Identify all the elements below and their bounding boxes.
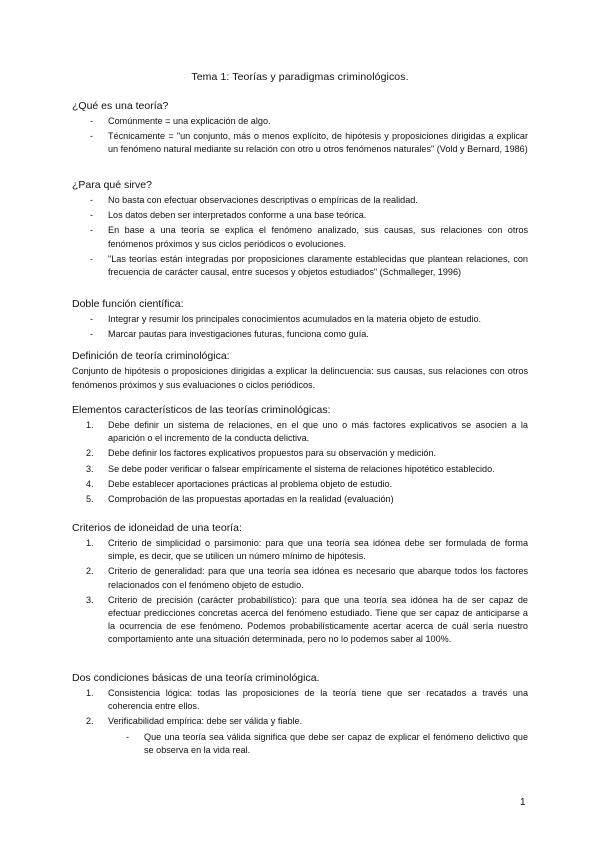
list-item: - Integrar y resumir los principales conocimientos acumulados en la materia objeto de estudio. [72,313,528,326]
list-item: 1. Criterio de simplicidad o parsimonio: para que una teoría sea idónea debe ser formulada de forma simple, es decir, que se utilicen un número mínimo de hipótesis. [86,538,528,562]
list-item: - Que una teoría sea válida significa que debe ser capaz de explicar el fenómeno delictivo que se observa en la vida real. [126,731,528,755]
dash-marker: - [90,253,94,264]
bullet-list [72,313,528,341]
section-elementos [72,403,528,508]
section-definicion [72,349,528,392]
number-marker: 1. [86,688,94,698]
bullet-list [72,194,528,279]
section-heading: ¿Para qué sirve? [72,179,152,191]
list-item: 3. Se debe poder verificar o falsear empíricamente el sistema de relaciones hipotético establecido. [72,463,528,476]
dash-marker: - [90,195,94,205]
list-item: - Marcar pautas para investigaciones futuras, funciona como guía. [72,328,528,341]
section-condiciones [72,671,528,759]
list-item: 1. Consistencia lógica: todas las proposiciones de la teoría tiene que ser recatados a través una coherencia entre ellos. [86,688,528,712]
definition-paragraph: Conjunto de hipótesis o proposiciones dirigidas a explicar la delincuencia: sus causas, sus relaciones con otros fenómenos próximos y sus evaluaciones o ciclos periódicos. [72,366,528,390]
dash-marker: - [90,116,94,126]
section-heading: Criterios de idoneidad de una teoría: [72,522,242,534]
list-item: - Los datos deben ser interpretados conforme a una base teórica. [72,209,528,222]
dash-marker: - [126,731,130,742]
section-que-es-teoria [72,99,528,159]
dash-marker: - [90,131,94,142]
number-marker: 1. [86,538,94,548]
list-item: 5. Comprobación de las propuestas aportadas en la realidad (evaluación) [72,493,528,506]
sub-bullet-list [72,731,528,757]
number-marker: 5. [86,494,94,505]
section-para-que-sirve [72,178,528,281]
bullet-list [72,115,528,157]
dash-marker: - [90,210,94,221]
number-marker: 3. [86,594,94,605]
dash-marker: - [90,314,94,324]
numbered-list [72,537,528,647]
list-item: - No basta con efectuar observaciones descriptivas o empíricas de la realidad. [72,194,528,207]
list-item: 2. Verificabilidad empírica: debe ser válida y fiable. [72,715,528,728]
list-item: - En base a una teoría se explica el fenómeno analizado, sus causas, sus relaciones con otros fenómenos próximos y sus ciclos periódicos o evoluciones. [90,225,528,249]
section-heading: Definición de teoría criminológica: [72,350,230,362]
section-doble-funcion [72,297,528,343]
section-heading: ¿Qué es una teoría? [72,100,169,112]
page-number: 1 [520,797,526,808]
document-title: Tema 1: Teorías y paradigmas criminológicos. [191,71,409,83]
list-item: 2. Criterio de generalidad: para que una teoría sea idónea es necesario que abarque todos los factores relacionados con el fenómeno objeto de estudio. [86,566,528,590]
section-heading: Dos condiciones básicas de una teoría criminológica. [72,672,320,684]
number-marker: 1. [86,420,94,430]
number-marker: 2. [86,716,94,727]
dash-marker: - [90,329,94,340]
section-heading: Elementos característicos de las teorías criminológicas: [72,404,331,416]
list-item: - "Las teorías están integradas por proposiciones claramente establecidas que plantean relaciones, con frecuencia de carácter causal, entre sucesos y objetos estudiados" (Schmalleger, 1996) [90,253,528,278]
dash-marker: - [90,225,94,236]
numbered-list [72,419,528,506]
list-item: - Comúnmente = una explicación de algo. [72,115,528,128]
number-marker: 3. [86,463,94,474]
list-item: 4. Debe establecer aportaciones prácticas al problema objeto de estudio. [72,478,528,491]
section-heading: Doble función científica: [72,298,184,310]
list-item: 1. Debe definir un sistema de relaciones, en el que uno o más factores explicativos se asocien a la aparición o el incremento de la conducta delictiva. [86,420,528,444]
list-item: 2. Debe definir los factores explicativos propuestos para su observación y medición. [72,447,528,460]
number-marker: 2. [86,566,94,577]
number-marker: 4. [86,478,94,489]
number-marker: 2. [86,448,94,459]
section-criterios [72,521,528,649]
list-item: 3. Criterio de precisión (carácter probabilístico): para que una teoría sea idónea ha de ser capaz de efectuar predicciones concretas acerca del fenómeno estudiado. Tiene que ser capaz de anticiparse a la ocurrencia de ese fenómeno. Podemos probabilísticamente acertar acerca de cuál sería nuestro comportamiento ante una situación determinada, pero no lo podemos saber al 100%. [86,594,528,645]
numbered-list [72,687,528,729]
list-item: - Técnicamente = "un conjunto, más o menos explícito, de hipótesis y proposiciones dirigidas a explicar un fenómeno natural mediante su relación con otro u otros fenómenos naturales" (Vold y Bernard, 1986) [90,131,528,155]
